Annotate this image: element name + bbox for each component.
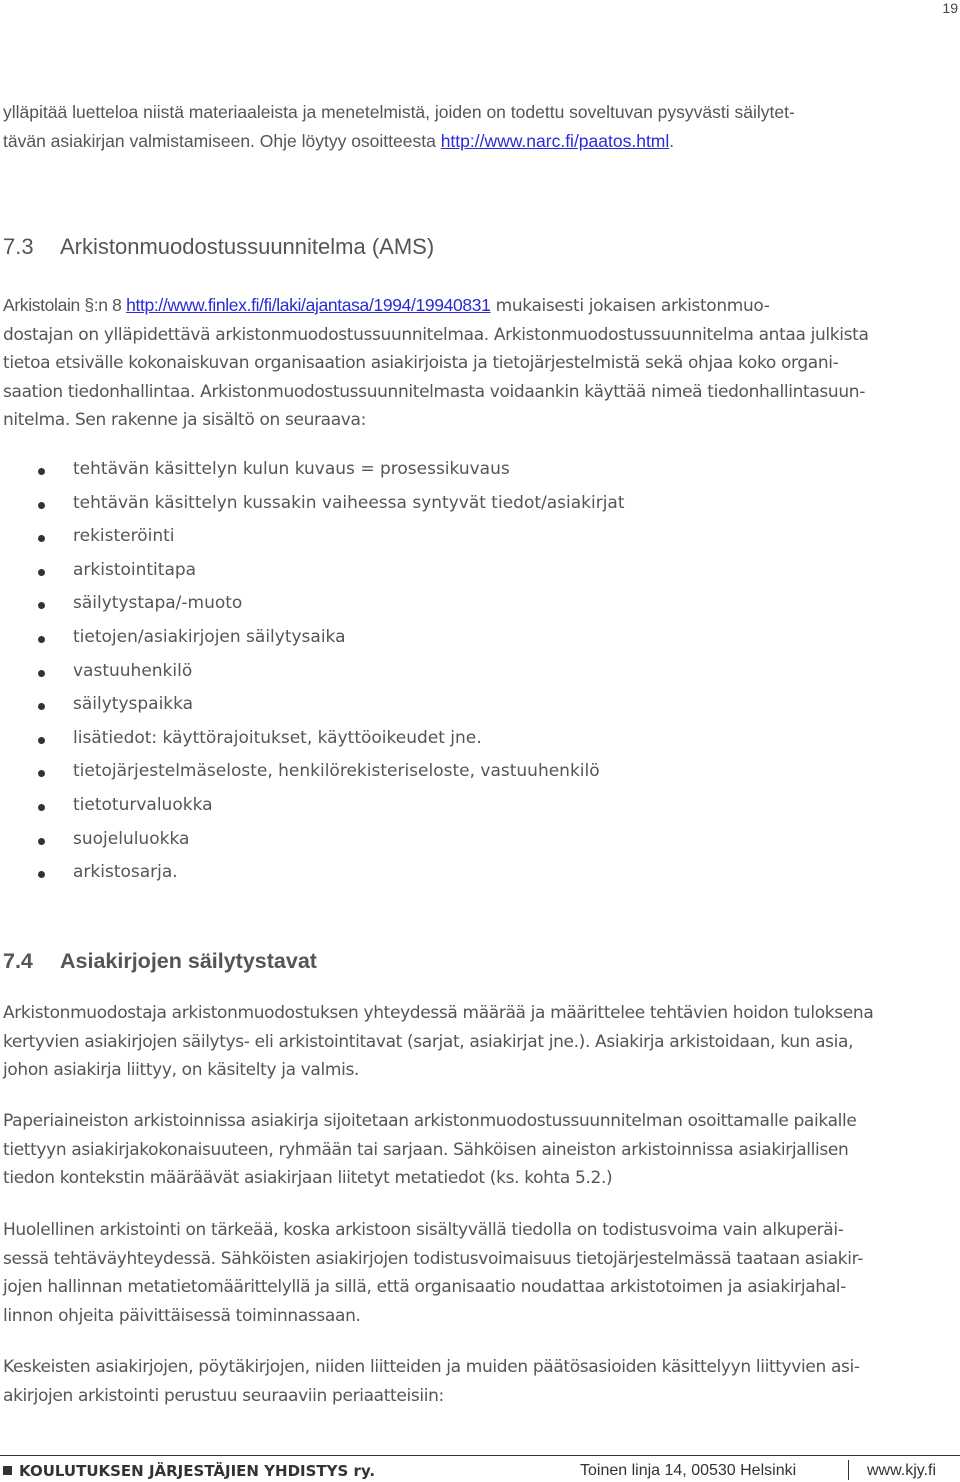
list-item: [0, 554, 625, 588]
storage-paragraph-1: [3, 999, 953, 1085]
text-line: tiedon kontekstin määräävät asiakirjaan liitetyt metatiedot (ks. kohta 5.2.): [3, 1168, 613, 1188]
list-item-text: lisätiedot: käyttörajoitukset, käyttöoikeudet jne.: [73, 727, 482, 748]
list-item: [0, 520, 625, 554]
list-item-text: arkistosarja.: [73, 862, 178, 883]
bullet-icon: [38, 737, 45, 744]
bullet-icon: [38, 770, 45, 777]
page-footer: [0, 1462, 960, 1482]
ams-line-2: dostajan on ylläpidettävä arkistonmuodostussuunnitelmaa. Arkistonmuodostussuunnitelma antaa julkista: [3, 324, 869, 345]
intro-line-1: ylläpitää luetteloa niistä materiaaleista ja menetelmistä, joiden on todettu soveltuvan pysyvästi säilytet-: [3, 102, 795, 122]
section-7-4-title: Asiakirjojen säilytystavat: [60, 949, 317, 973]
intro-line-2-end: .: [669, 131, 675, 151]
ams-line-1-start: Arkistolain §:n 8: [3, 295, 127, 315]
list-item-text: suojeluluokka: [73, 828, 190, 849]
text-line: Paperiaineiston arkistoinnissa asiakirja sijoitetaan arkistonmuodostussuunnitelman osoittamalle paikalle: [3, 1111, 857, 1131]
bullet-icon: [38, 636, 45, 643]
bullet-icon: [38, 670, 45, 677]
list-item-text: vastuuhenkilö: [73, 660, 193, 681]
list-item: [0, 487, 625, 521]
list-item: [0, 688, 625, 722]
list-item: [0, 655, 625, 689]
section-7-3-number: 7.3: [3, 234, 34, 259]
footer-organization-name: KOULUTUKSEN JÄRJESTÄJIEN YHDISTYS ry.: [19, 1462, 376, 1480]
bullet-icon: [38, 871, 45, 878]
footer-separator: [848, 1460, 849, 1480]
intro-paragraph: [3, 98, 953, 156]
ams-line-5: nitelma. Sen rakenne ja sisältö on seuraava:: [3, 410, 366, 430]
text-line: akirjojen arkistointi perustuu seuraaviin periaatteisiin:: [3, 1385, 444, 1406]
list-item-text: tehtävän käsittelyn kussakin vaiheessa syntyvät tiedot/asiakirjat: [73, 492, 625, 513]
list-item: [0, 722, 625, 756]
section-7-3-title: Arkistonmuodostussuunnitelma (AMS): [60, 234, 435, 259]
ams-paragraph: [3, 291, 953, 435]
ams-line-4: saation tiedonhallintaa. Arkistonmuodostussuunnitelmasta voidaankin käyttää nimeä tiedonhallintasuun-: [3, 381, 865, 402]
text-line: Huolellinen arkistointi on tärkeää, koska arkistoon sisältyvällä tiedolla on todistusvoima vain alkuperäi-: [3, 1220, 844, 1240]
list-item: [0, 856, 625, 890]
list-item-text: säilytyspaikka: [73, 694, 194, 715]
ams-line-1-end: mukaisesti jokaisen arkistonmuo-: [490, 296, 770, 316]
text-line: sessä tehtäväyhteydessä. Sähköisten asiakirjojen todistusvoimaisuus tietojärjestelmässä taataan asiakir-: [3, 1248, 864, 1269]
text-line: johon asiakirja liittyy, on käsitelty ja valmis.: [3, 1060, 360, 1080]
text-line: linnon ohjeita päivittäisessä toiminnassaan.: [3, 1305, 361, 1326]
list-item: [0, 587, 625, 621]
text-line: Keskeisten asiakirjojen, pöytäkirjojen, niiden liitteiden ja muiden päätösasioiden käsittelyyn liittyvien asi-: [3, 1357, 860, 1377]
bullet-icon: [38, 502, 45, 509]
list-item: [0, 823, 625, 857]
intro-line-2: tävän asiakirjan valmistamiseen. Ohje löytyy osoitteesta: [3, 131, 441, 151]
footer-divider: [0, 1455, 960, 1456]
bullet-icon: [38, 468, 45, 475]
ams-contents-list: [0, 453, 625, 890]
list-item-text: tietoturvaluokka: [73, 794, 213, 815]
list-item-text: rekisteröinti: [73, 526, 175, 547]
narc-link[interactable]: http://www.narc.fi/paatos.html: [440, 131, 670, 151]
footer-address: Toinen linja 14, 00530 Helsinki: [580, 1462, 797, 1479]
text-line: jojen hallinnan metatietomäärittelyllä ja sillä, että organisaatio noudattaa arkistotoimen ja asiakirjahal-: [3, 1277, 846, 1297]
list-item-text: säilytystapa/-muoto: [73, 593, 243, 614]
bullet-icon: [38, 838, 45, 845]
list-item-text: tietojen/asiakirjojen säilytysaika: [73, 626, 346, 647]
text-line: Arkistonmuodostaja arkistonmuodostuksen yhteydessä määrää ja määrittelee tehtävien hoidon tuloksena: [3, 1003, 874, 1023]
ams-line-3: tietoa etsivälle kokonaiskuvan organisaation asiakirjoista ja tietojärjestelmistä sekä ohjaa koko organi-: [3, 353, 839, 373]
page-number: 19: [942, 0, 958, 16]
section-7-4-number: 7.4: [3, 949, 33, 973]
list-item: [0, 621, 625, 655]
footer-organization: [3, 1462, 375, 1480]
bullet-icon: [38, 703, 45, 710]
list-item: [0, 789, 625, 823]
finlex-link[interactable]: http://www.finlex.fi/fi/laki/ajantasa/1994/19940831: [126, 295, 491, 315]
bullet-icon: [38, 535, 45, 542]
list-item-text: tietojärjestelmäseloste, henkilörekisteriseloste, vastuuhenkilö: [73, 761, 600, 782]
list-item-text: arkistointitapa: [73, 559, 197, 580]
text-line: kertyvien asiakirjojen säilytys- eli arkistointitavat (sarjat, asiakirjat jne.). Asiakirja arkistoidaan, kun asia,: [3, 1031, 854, 1052]
bullet-icon: [38, 804, 45, 811]
text-line: tiettyyn asiakirjakokonaisuuteen, ryhmään tai sarjaan. Sähköisen aineiston arkistoinnissa asiakirjallisen: [3, 1139, 849, 1160]
section-7-3-heading: [3, 234, 434, 260]
list-item: [0, 453, 625, 487]
footer-website[interactable]: www.kjy.fi: [867, 1462, 937, 1479]
list-item-text: tehtävän käsittelyn kulun kuvaus = prosessikuvaus: [73, 459, 510, 479]
storage-paragraph-3: [3, 1216, 953, 1330]
storage-paragraph-2: [3, 1107, 953, 1193]
square-bullet-icon: [3, 1466, 12, 1475]
section-7-4-heading: [3, 949, 317, 974]
bullet-icon: [38, 569, 45, 576]
list-item: [0, 755, 625, 789]
bullet-icon: [38, 602, 45, 609]
storage-paragraph-4: [3, 1353, 953, 1410]
